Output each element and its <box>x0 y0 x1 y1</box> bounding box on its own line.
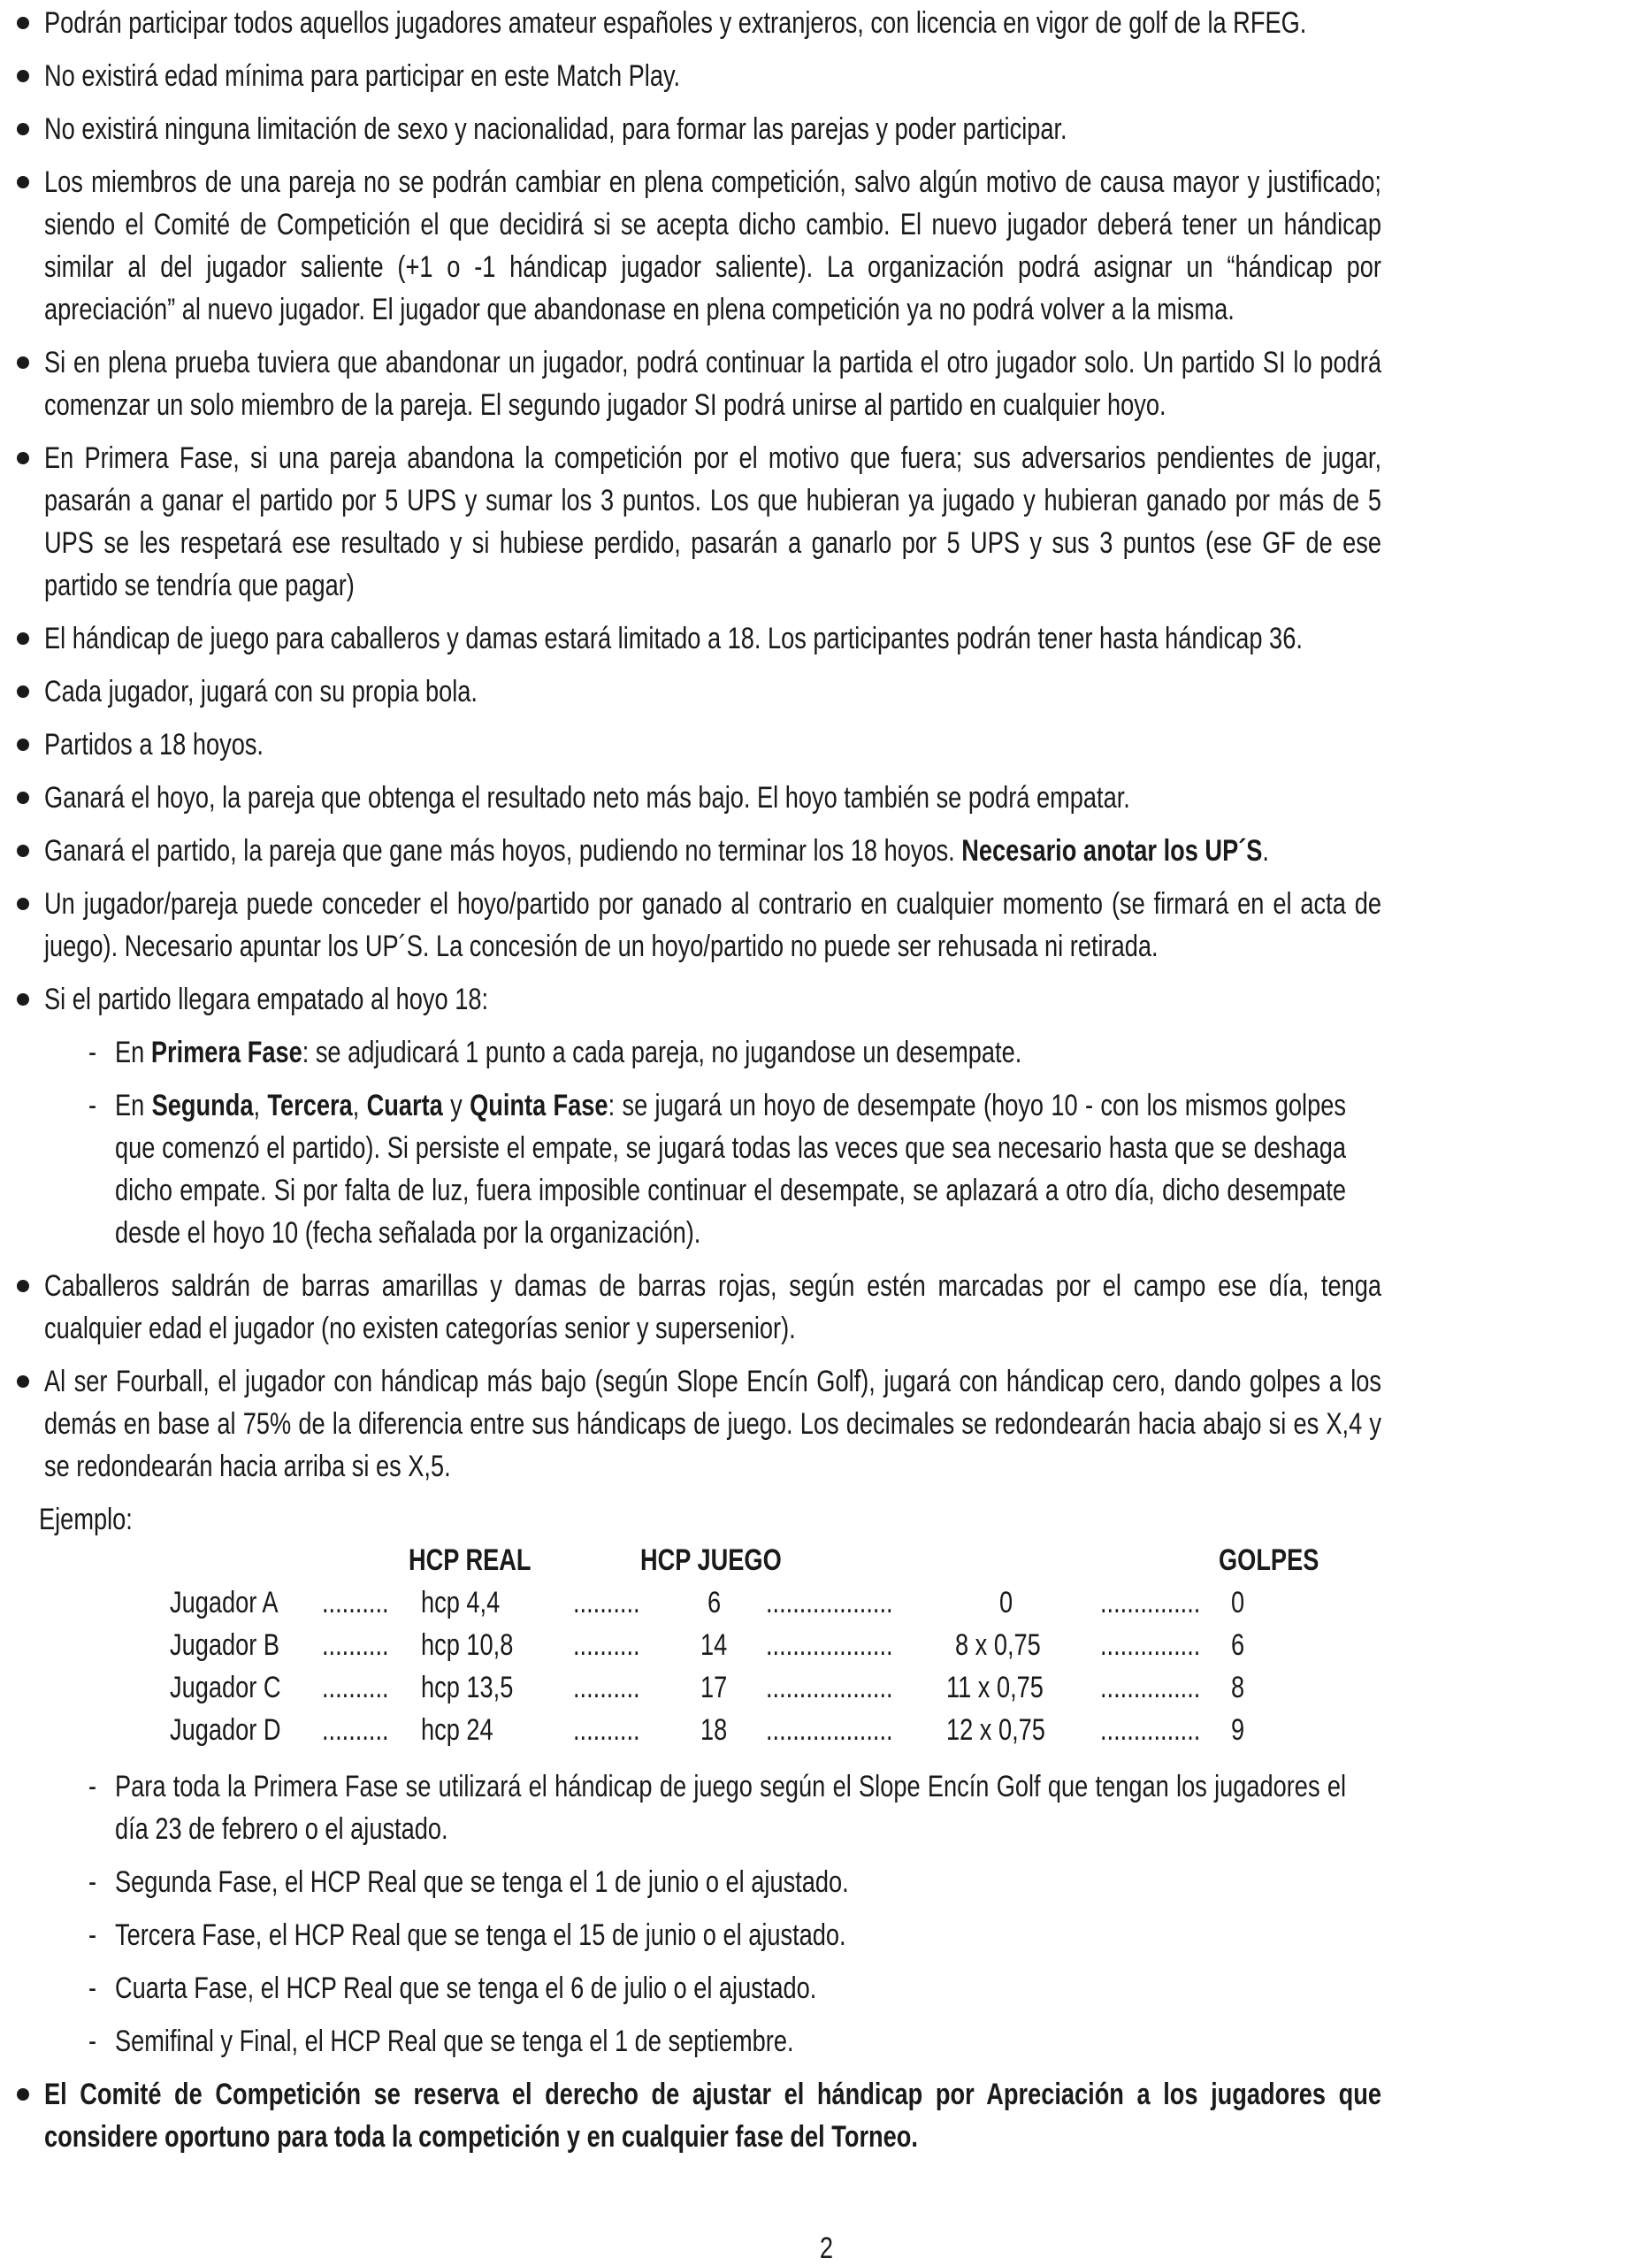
rule-item <box>0 723 1652 766</box>
bullet-icon <box>17 2088 29 2101</box>
rule-text: Partidos a 18 hoyos. <box>44 728 264 762</box>
calc-value: 11 x 0,75 <box>946 1671 1044 1704</box>
dash-marker: - <box>88 1971 97 2005</box>
phase-hcp-item <box>0 2020 1652 2063</box>
rule-text: No existirá ninguna limitación de sexo y nacionalidad, para formar las parejas y poder participar. <box>44 112 1067 146</box>
phase-hcp-text: Para toda la Primera Fase se utilizará el hándicap de juego según el Slope Encín Golf que tengan los jugadores el día 23 de febrero o el ajustado. <box>115 1770 1346 1846</box>
hcp-juego-value: 14 <box>700 1628 728 1662</box>
leader-dots: ............... <box>1100 1713 1201 1747</box>
leader-dots: ............... <box>1100 1586 1201 1619</box>
rule-text <box>44 830 1381 872</box>
rule-text-plain: Ganará el partido, la pareja que gane más hoyos, pudiendo no terminar los 18 hoyos. <box>44 834 962 868</box>
player-name: Jugador B <box>170 1628 279 1662</box>
sub-rule-text <box>115 1031 1346 1074</box>
bullet-icon <box>17 739 29 751</box>
dash-marker: - <box>88 1036 97 1069</box>
rules-list <box>0 2 1652 2169</box>
rule-item <box>0 883 1652 968</box>
dash-marker: - <box>88 2025 97 2058</box>
player-name: Jugador C <box>170 1671 281 1704</box>
leader-dots: .......... <box>322 1713 389 1747</box>
calc-value: 8 x 0,75 <box>955 1628 1041 1662</box>
hcp-real-value: hcp 13,5 <box>421 1671 514 1704</box>
rule-item <box>0 2 1652 44</box>
player-name: Jugador D <box>170 1713 281 1747</box>
rule-text: Al ser Fourball, el jugador con hándicap más bajo (según Slope Encín Golf), jugará con hándicap cero, dando golpes a los demás en base al 75% de la diferencia entre sus hándicaps de juego. Los decimales se redondearán hacia abajo si es X,4 y se redondearán hacia arriba si es X,5. <box>44 1365 1381 1483</box>
bullet-icon <box>17 792 29 804</box>
hcp-juego-value: 6 <box>707 1586 722 1619</box>
text-plain: En <box>115 1089 152 1122</box>
text-plain: , <box>253 1089 268 1122</box>
leader-dots: .......... <box>322 1671 389 1704</box>
rule-text-suffix: . <box>1262 834 1269 868</box>
phase-hcp-text: Semifinal y Final, el HCP Real que se tenga el 1 de septiembre. <box>115 2025 794 2058</box>
final-rule-text: El Comité de Competición se reserva el derecho de ajustar el hándicap por Apreciación a los jugadores que considere oportuno para toda la competición y en cualquier fase del Torneo. <box>44 2078 1381 2154</box>
tie-rule-first-phase <box>0 1031 1652 1074</box>
dash-marker: - <box>88 1918 97 1952</box>
text-bold: Quinta Fase <box>470 1089 608 1122</box>
example-label <box>0 1498 1652 1541</box>
leader-dots: .......... <box>573 1628 640 1662</box>
text-plain: y <box>442 1089 470 1122</box>
rule-text: Cada jugador, jugará con su propia bola. <box>44 675 478 708</box>
bullet-icon <box>17 17 29 29</box>
dash-marker: - <box>88 1770 97 1803</box>
phase-hcp-text: Cuarta Fase, el HCP Real que se tenga el 6 de julio o el ajustado. <box>115 1971 817 2005</box>
rule-item <box>0 670 1652 713</box>
leader-dots: ................... <box>766 1713 893 1747</box>
rule-text: En Primera Fase, si una pareja abandona la competición por el motivo que fuera; sus adversarios pendientes de jugar, pasarán a ganar el partido por 5 UPS y sumar los 3 puntos. Los que hubieran ya jugado y hubieran ganado por más de 5 UPS se les respetará ese resultado y si hubiese perdido, pasarán a ganarlo por 5 UPS y sus 3 puntos (ese GF de ese partido se tendría que pagar) <box>44 441 1381 602</box>
text-plain: , <box>352 1089 367 1122</box>
header-hcp-real: HCP REAL <box>409 1543 532 1577</box>
text-bold: Primera Fase <box>150 1036 302 1069</box>
rule-item-final <box>0 2073 1652 2158</box>
rule-item <box>0 830 1652 872</box>
hcp-real-value: hcp 10,8 <box>421 1628 514 1662</box>
sub-rule-text <box>115 1084 1346 1254</box>
rule-text: No existirá edad mínima para participar en este Match Play. <box>44 59 681 93</box>
rule-text: Los miembros de una pareja no se podrán cambiar en plena competición, salvo algún motivo de causa mayor y justificado; siendo el Comité de Competición el que decidirá si se acepta dicho cambio. El nuevo jugador deberá tener un hándicap similar al del jugador saliente (+1 o -1 hándicap jugador saliente). La organización podrá asignar un “hándicap por apreciación” al nuevo jugador. El jugador que abandonase en plena competición ya no podrá volver a la misma. <box>44 165 1381 326</box>
golpes-value: 0 <box>1231 1586 1245 1619</box>
rule-item <box>0 777 1652 819</box>
bullet-icon <box>17 993 29 1006</box>
hcp-juego-value: 18 <box>700 1713 728 1747</box>
rule-text: Si el partido llegara empatado al hoyo 18: <box>44 983 489 1016</box>
leader-dots: .......... <box>322 1586 389 1619</box>
rule-text: Si en plena prueba tuviera que abandonar un jugador, podrá continuar la partida el otro jugador solo. Un partido SI lo podrá comenzar un solo miembro de la pareja. El segundo jugador SI podrá unirse al partido en cualquier hoyo. <box>44 346 1381 422</box>
leader-dots: .......... <box>573 1586 640 1619</box>
rule-text: Un jugador/pareja puede conceder el hoyo/partido por ganado al contrario en cualquier momento (se firmará en el acta de juego). Necesario apuntar los UP´S. La concesión de un hoyo/partido no puede ser rehusada ni retirada. <box>44 887 1381 963</box>
leader-dots: ................... <box>766 1586 893 1619</box>
bullet-icon <box>17 123 29 135</box>
hcp-real-value: hcp 4,4 <box>421 1586 501 1619</box>
phase-hcp-item <box>0 1914 1652 1956</box>
example-label-text: Ejemplo: <box>39 1503 133 1536</box>
rule-text: Ganará el hoyo, la pareja que obtenga el resultado neto más bajo. El hoyo también se podrá empatar. <box>44 781 1130 815</box>
phase-hcp-text: Tercera Fase, el HCP Real que se tenga el 15 de junio o el ajustado. <box>115 1918 846 1952</box>
rule-text: Podrán participar todos aquellos jugadores amateur españoles y extranjeros, con licencia en vigor de golf de la RFEG. <box>44 6 1307 40</box>
text-bold: Cuarta <box>366 1089 443 1122</box>
rule-item <box>0 617 1652 660</box>
example-table <box>0 1544 1652 1757</box>
text-bold: Segunda <box>151 1089 254 1122</box>
header-golpes: GOLPES <box>1219 1543 1319 1577</box>
page-number-text: 2 <box>819 2232 833 2265</box>
rule-item <box>0 55 1652 97</box>
rule-text-bold: Necesario anotar los UP´S <box>961 834 1263 868</box>
rule-item <box>0 978 1652 1021</box>
rule-item <box>0 437 1652 607</box>
phase-hcp-text: Segunda Fase, el HCP Real que se tenga el 1 de junio o el ajustado. <box>115 1865 849 1899</box>
bullet-icon <box>17 685 29 698</box>
text-plain: : se jugará un hoyo de desempate (hoyo 10 - con los mismos golpes que comenzó el partido). Si persiste el empate, se jugará todas las veces que sea necesario hasta que se deshaga dicho empate. Si por falta de luz, fuera imposible continuar el desempate, se aplazará a otro día, dicho desempate desde el hoyo 10 (fecha señalada por la organización). <box>115 1089 1346 1250</box>
bullet-icon <box>17 452 29 464</box>
bullet-icon <box>17 845 29 857</box>
leader-dots: .......... <box>573 1671 640 1704</box>
rule-item <box>0 1360 1652 1488</box>
leader-dots: ................... <box>766 1628 893 1662</box>
tie-rule-later-phases <box>0 1084 1652 1254</box>
hcp-juego-value: 17 <box>700 1671 728 1704</box>
text-bold: Tercera <box>267 1089 353 1122</box>
text-plain: : se adjudicará 1 punto a cada pareja, no jugandose un desempate. <box>302 1036 1022 1069</box>
bullet-icon <box>17 176 29 188</box>
leader-dots: .......... <box>573 1713 640 1747</box>
bullet-icon <box>17 1375 29 1388</box>
phase-hcp-item <box>0 1967 1652 2010</box>
leader-dots: ............... <box>1100 1671 1201 1704</box>
hcp-real-value: hcp 24 <box>421 1713 493 1747</box>
calc-value: 12 x 0,75 <box>946 1713 1045 1747</box>
golpes-value: 8 <box>1231 1671 1245 1704</box>
rule-item <box>0 341 1652 426</box>
rule-item <box>0 108 1652 150</box>
rule-text: Caballeros saldrán de barras amarillas y damas de barras rojas, según estén marcadas por el campo ese día, tenga cualquier edad el jugador (no existen categorías senior y supersenior). <box>44 1269 1381 1345</box>
player-name: Jugador A <box>170 1586 279 1619</box>
dash-marker: - <box>88 1089 97 1122</box>
rule-item <box>0 161 1652 331</box>
bullet-icon <box>17 1280 29 1292</box>
rule-text: El hándicap de juego para caballeros y damas estará limitado a 18. Los participantes podrán tener hasta hándicap 36. <box>44 622 1303 655</box>
bullet-icon <box>17 632 29 645</box>
page-number <box>0 2231 1652 2266</box>
golpes-value: 6 <box>1231 1628 1245 1662</box>
text-plain: En <box>115 1036 151 1069</box>
bullet-icon <box>17 356 29 369</box>
dash-marker: - <box>88 1865 97 1899</box>
leader-dots: ............... <box>1100 1628 1201 1662</box>
phase-hcp-item <box>0 1861 1652 1903</box>
leader-dots: ................... <box>766 1671 893 1704</box>
golpes-value: 9 <box>1231 1713 1245 1747</box>
bullet-icon <box>17 898 29 910</box>
rule-item <box>0 1265 1652 1350</box>
calc-value: 0 <box>999 1586 1013 1619</box>
phase-hcp-item <box>0 1765 1652 1850</box>
header-hcp-juego: HCP JUEGO <box>640 1543 782 1577</box>
bullet-icon <box>17 70 29 82</box>
leader-dots: .......... <box>322 1628 389 1662</box>
